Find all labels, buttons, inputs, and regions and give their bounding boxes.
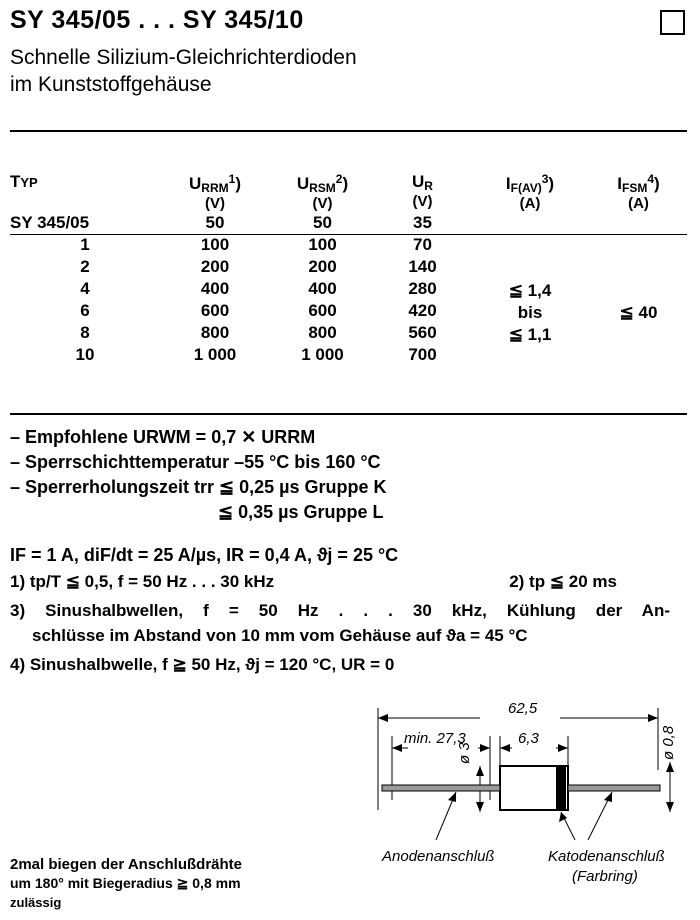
note-line-3: – Sperrerholungszeit trr ≦ 0,25 µs Gruppe K xyxy=(10,477,387,497)
footnote-1: 1) tp/T ≦ 0,5, f = 50 Hz . . . 30 kHz xyxy=(10,572,275,591)
bending-note-line-2: um 180° mit Biegeradius ≧ 0,8 mm xyxy=(10,875,241,891)
cell-ursm: 400 xyxy=(308,279,337,298)
column-header-typ: TYP xyxy=(10,172,38,191)
cell-ur: 700 xyxy=(408,345,437,364)
ifsm-value: ≦ 40 xyxy=(619,303,658,322)
note-line-1: – Empfohlene URWM = 0,7 ✕ URRM xyxy=(10,427,316,447)
cell-urrm: 600 xyxy=(200,301,230,320)
cell-ifsm xyxy=(590,212,687,366)
divider-top xyxy=(10,130,687,132)
if-av-line-3: ≦ 1,1 xyxy=(508,325,552,344)
cell-typ: 10 xyxy=(75,345,95,364)
dim-min-label: min. 27,3 xyxy=(404,730,466,747)
column-header-ifsm: $I_{FSM}^4$) (A) xyxy=(617,172,660,212)
cell-ursm: 600 xyxy=(308,301,337,320)
cell-ursm: 1 000 xyxy=(301,345,344,364)
cell-typ: 6 xyxy=(80,301,90,320)
divider-bottom xyxy=(10,413,687,415)
page-subtitle xyxy=(10,44,630,98)
cell-typ: 8 xyxy=(80,323,90,342)
footnote-1-row xyxy=(10,572,687,592)
table-header xyxy=(10,172,687,212)
cathode-label-line-1: Katodenanschluß xyxy=(548,848,665,865)
column-header-ur: $U_R$ (V) xyxy=(412,172,433,210)
notes-block xyxy=(10,425,687,525)
bending-note-line-1: 2mal biegen der Anschlußdrähte xyxy=(10,856,242,873)
cell-ur: 280 xyxy=(408,279,437,298)
condition-equation: IF = 1 A, diF/dt = 25 A/µs, IR = 0,4 A, ϑj = 25 °C xyxy=(10,545,399,565)
cell-typ: 2 xyxy=(80,257,90,276)
footnote-2: 2) tp ≦ 20 ms xyxy=(509,572,617,591)
table-body xyxy=(10,212,687,366)
footnote-3 xyxy=(10,598,687,648)
parameter-table xyxy=(10,172,687,366)
footnote-3-line-2: schlüsse im Abstand von 10 mm vom Gehäuse auf ϑa = 45 °C xyxy=(32,626,528,645)
cell-ursm: 200 xyxy=(308,257,337,276)
page-title: SY 345/05 . . . SY 345/10 xyxy=(10,6,304,34)
if-av-line-2: bis xyxy=(517,303,543,322)
cell-ur: 70 xyxy=(413,235,432,254)
column-header-ursm: $U_{RSM}^2$) (V) xyxy=(296,172,349,212)
note-line-4: ≦ 0,35 µs Gruppe L xyxy=(218,502,384,522)
note-line-2: – Sperrschichttemperatur –55 °C bis 160 °C xyxy=(10,452,381,472)
header xyxy=(10,6,690,35)
cell-urrm: 800 xyxy=(200,323,230,342)
cell-urrm: 50 xyxy=(205,213,225,232)
column-header-if-av: $I_{F(AV)}^3$) (A) xyxy=(505,172,555,212)
cell-ur: 420 xyxy=(408,301,437,320)
table-header-row xyxy=(10,172,687,212)
cell-urrm: 1 000 xyxy=(193,345,237,364)
cell-urrm: 100 xyxy=(200,235,230,254)
footnote-3-line-1: 3) Sinushalbwellen, f = 50 Hz . . . 30 kHz, Kühlung der An- xyxy=(10,601,670,620)
cell-ur: 140 xyxy=(408,257,437,276)
anode-label: Anodenanschluß xyxy=(382,848,495,865)
dim-total-label: 62,5 xyxy=(508,700,538,717)
cell-ur: 560 xyxy=(408,323,437,342)
cell-ursm: 50 xyxy=(313,213,332,232)
cell-typ: SY 345/05 xyxy=(10,213,90,232)
table-row xyxy=(10,212,687,234)
cell-if-av xyxy=(470,212,590,366)
cell-ursm: 100 xyxy=(308,235,337,254)
column-header-urrm: $U_{RRM}^1$) (V) xyxy=(189,172,241,212)
cell-typ: 4 xyxy=(80,279,90,298)
cell-ur: 35 xyxy=(413,213,432,232)
subtitle-line-2: im Kunststoffgehäuse xyxy=(10,73,212,96)
cathode-label-line-2: (Farbring) xyxy=(572,868,638,885)
cell-ursm: 800 xyxy=(308,323,337,342)
cell-urrm: 400 xyxy=(200,279,230,298)
bending-note xyxy=(10,855,340,912)
dim-diameter-wire-label: ø 0,8 xyxy=(660,725,677,760)
bending-note-line-3: zulässig xyxy=(10,895,62,910)
dim-body-label: 6,3 xyxy=(518,730,539,747)
dim-diameter-body-label: ø 3 xyxy=(456,742,473,764)
footnote-4: 4) Sinushalbwelle, f ≧ 50 Hz, ϑj = 120 °C, UR = 0 xyxy=(10,655,395,674)
cell-typ: 1 xyxy=(80,235,90,254)
if-av-line-1: ≦ 1,4 xyxy=(508,281,552,300)
package-drawing xyxy=(360,700,690,900)
square-marker-icon xyxy=(660,10,685,35)
subtitle-line-1: Schnelle Silizium-Gleichrichterdioden xyxy=(10,46,357,69)
cell-urrm: 200 xyxy=(200,257,230,276)
